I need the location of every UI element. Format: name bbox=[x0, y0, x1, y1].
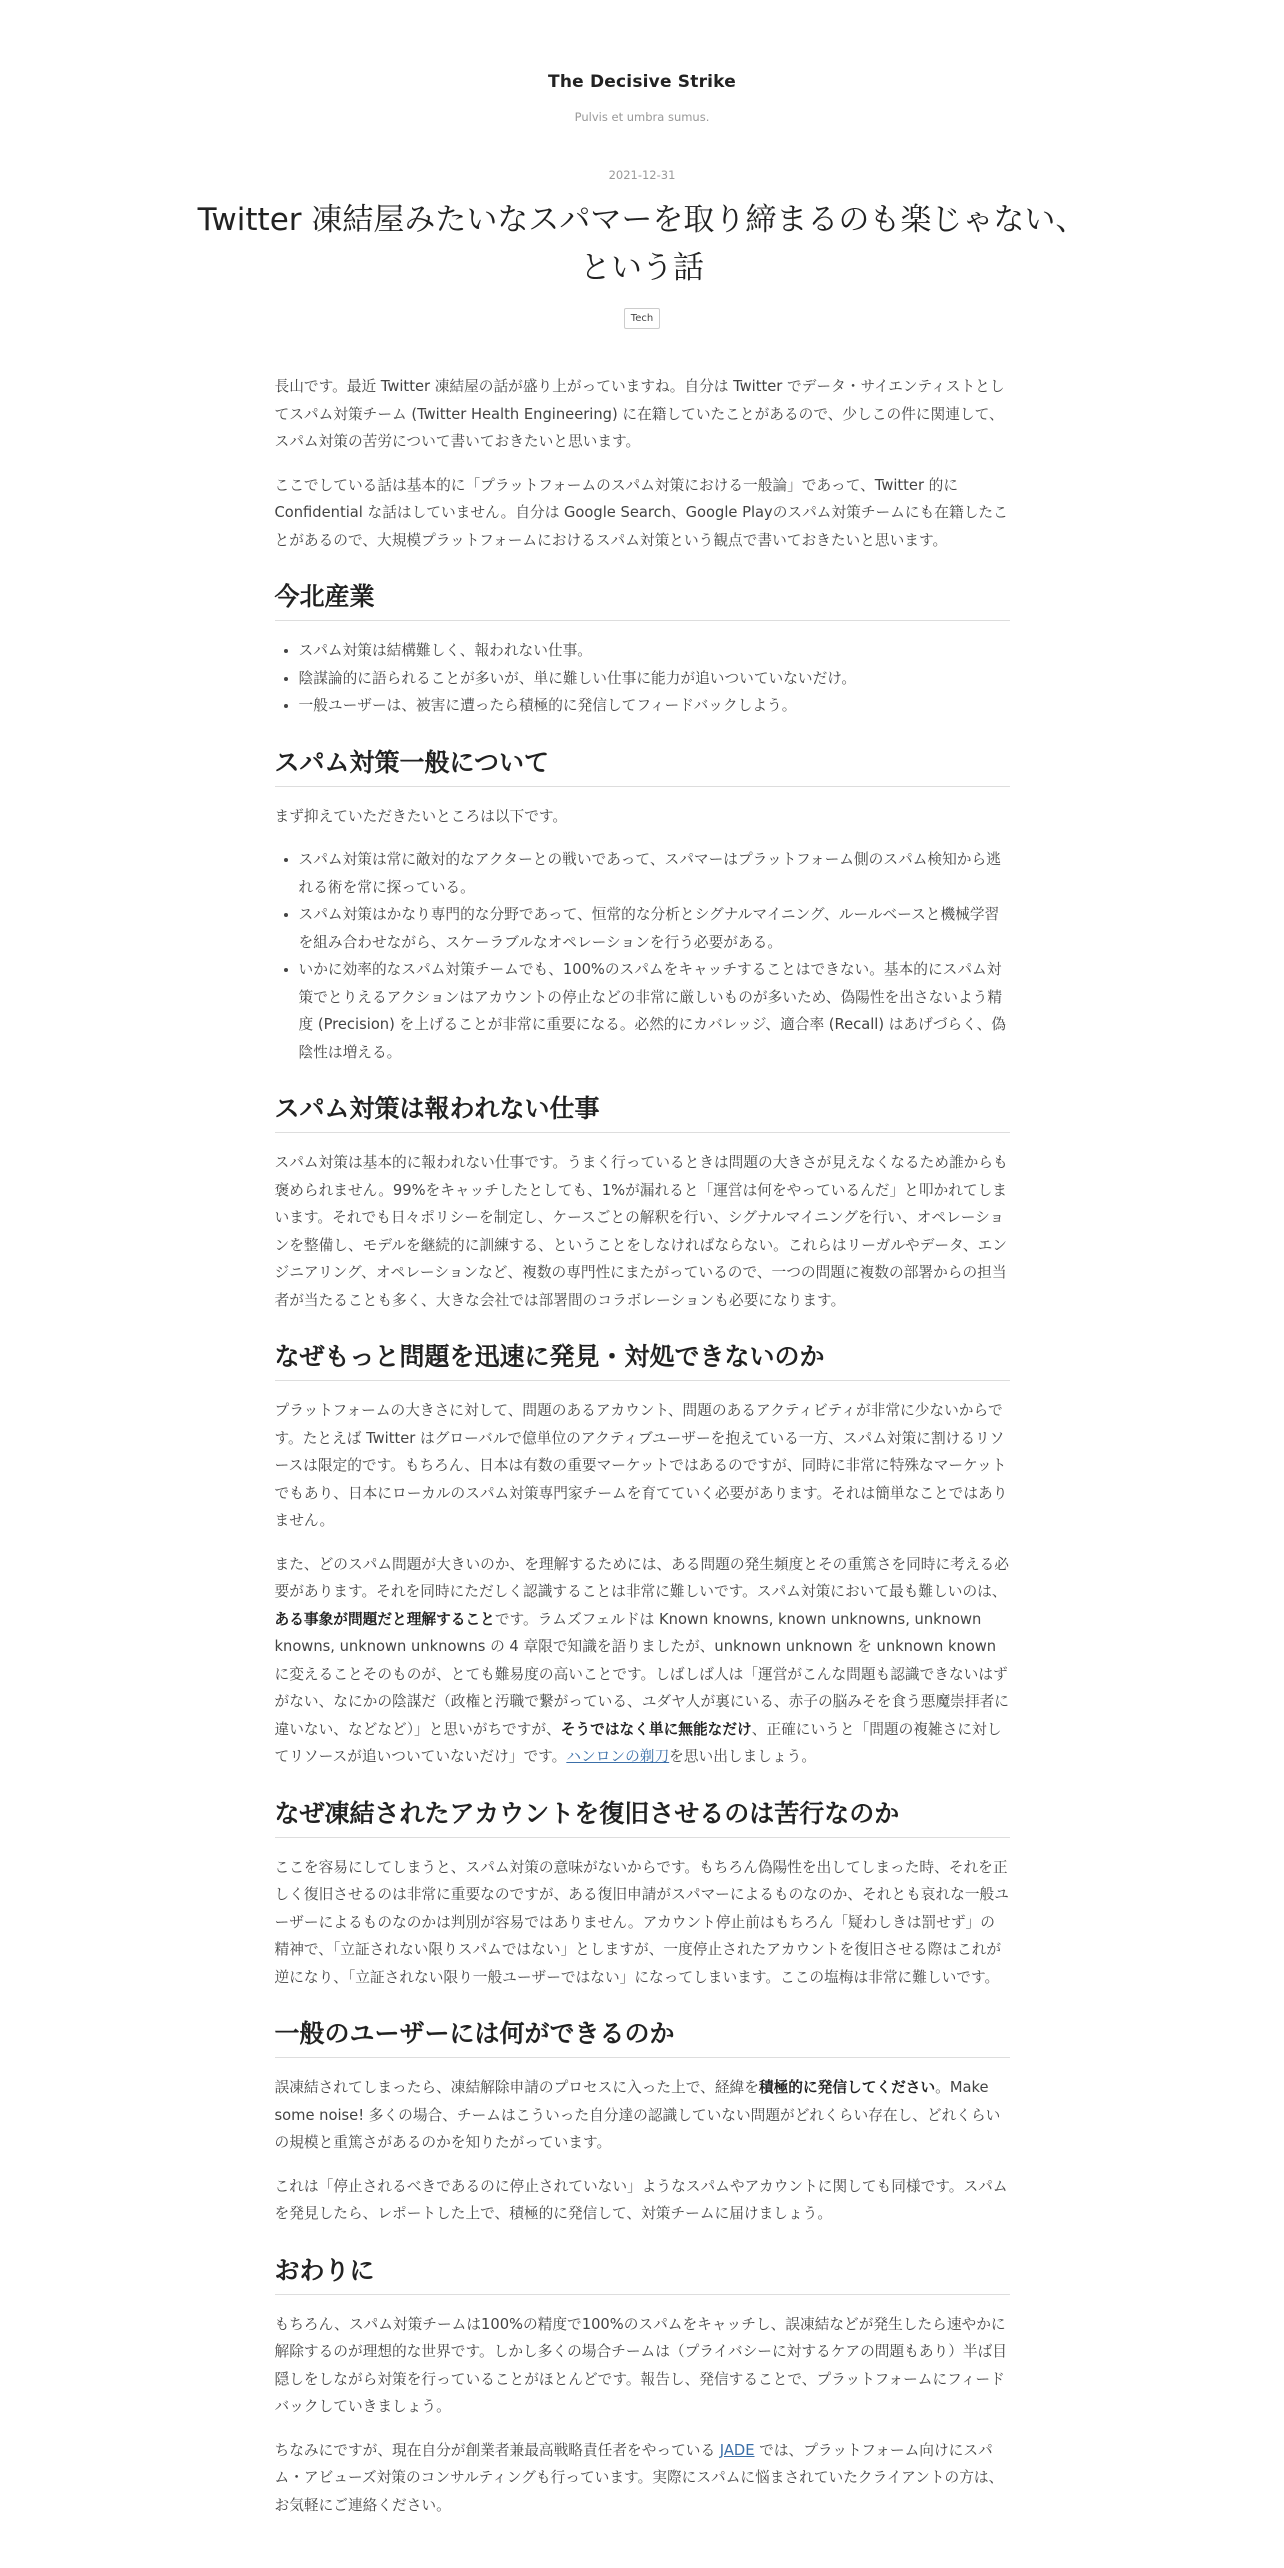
site-header bbox=[0, 0, 1284, 124]
site-title[interactable]: The Decisive Strike bbox=[548, 72, 736, 92]
list-item: • スパム対策は常に敵対的なアクターとの戦いであって、スパマーはプラットフォーム側のスパム検知から逃れる術を常に探っている。 bbox=[299, 846, 1010, 901]
list-item: • 陰謀論的に語られることが多いが、単に難しい仕事に能力が追いついていないだけ。 bbox=[299, 665, 1010, 693]
section-heading: 今北産業 bbox=[275, 580, 1010, 621]
paragraph: まず抑えていただきたいところは以下です。 bbox=[274, 807, 568, 825]
bullet-list bbox=[275, 637, 1010, 720]
site-subtitle: Pulvis et umbra sumus. bbox=[574, 110, 710, 124]
post-header bbox=[0, 168, 1284, 329]
emphasis: 積極的に発信してください bbox=[758, 2079, 936, 2096]
paragraph: もちろん、スパム対策チームは100%の精度で100%のスパムをキャッチし、誤凍結などが発生したら速やかに解除するのが理想的な世界です。しかし多くの場合チームは（プライバシーに対するケアの問題もあり）半ば目隠しをしながら対策を行っていることがほとんどです。報告し、発信することで、プラットフォームにフィードバックしていきましょう。 bbox=[274, 2315, 1007, 2415]
text: 。Make some noise! 多くの場合、チームはこういった自分達の認識していない問題がどれくらい存在し、どれくらいの規模と重篤さがあるのかを知りたがっています。 bbox=[274, 2079, 1001, 2151]
list-item: • いかに効率的なスパム対策チームでも、100%のスパムをキャッチすることはできない。基本的にスパム対策でとりえるアクションはアカウントの停止などの非常に厳しいものが多いため、偽陽性を出さないよう精度 (Precision) を上げることが非常に重要になる。必然的にカバレッジ、適合率 (Recall) はあげづらく、偽陰性は増える。 bbox=[299, 956, 1010, 1066]
paragraph bbox=[275, 2437, 1010, 2520]
paragraph bbox=[275, 1551, 1010, 1771]
emphasis: ある事象が問題だと理解すること bbox=[274, 1610, 495, 1628]
jade-link[interactable]: JADE bbox=[719, 2441, 755, 2459]
section-heading: なぜ凍結されたアカウントを復旧させるのは苦行なのか bbox=[275, 1797, 1010, 1838]
list-item: • スパム対策はかなり専門的な分野であって、恒常的な分析とシグナルマイニング、ルールベースと機械学習を組み合わせながら、スケーラブルなオペレーションを行う必要がある。 bbox=[299, 901, 1010, 956]
text: では、プラットフォーム向けにスパム・アビューズ対策のコンサルティングも行っています。実際にスパムに悩まされていたクライアントの方は、お気軽にご連絡ください。 bbox=[274, 2441, 1004, 2514]
paragraph bbox=[275, 2074, 1010, 2157]
list-item: • スパム対策は結構難しく、報われない仕事。 bbox=[299, 637, 1010, 665]
section-heading: 一般のユーザーには何ができるのか bbox=[275, 2017, 1010, 2058]
list-item: • 一般ユーザーは、被害に遭ったら積極的に発信してフィードバックしよう。 bbox=[299, 692, 1010, 720]
post-title: Twitter 凍結屋みたいなスパマーを取り締まるのも楽じゃない、という話 bbox=[197, 202, 1087, 286]
text: を思い出しましょう。 bbox=[669, 1748, 817, 1765]
paragraph: プラットフォームの大きさに対して、問題のあるアカウント、問題のあるアクティビティが非常に少ないからです。たとえば Twitter はグローバルで億単位のアクティブユーザーを抱えている一方、スパム対策に割けるリソースは限定的です。もちろん、日本は有数の重要マーケットではあるのですが、同時に非常に特殊なマーケットでもあり、日本にローカルのスパム対策専門家チームを育てていく必要があります。それは簡単なことではありません。 bbox=[274, 1402, 1008, 1529]
emphasis: そうではなく単に無能なだけ bbox=[560, 1720, 752, 1738]
tag-badge[interactable]: Tech bbox=[624, 308, 660, 329]
post-date: 2021-12-31 bbox=[608, 168, 676, 182]
text: また、どのスパム問題が大きいのか、を理解するためには、ある問題の発生頻度とその重篤さを同時に考える必要があります。それを同時にただしく認識することは非常に難しいです。スパム対策において最も難しいのは、 bbox=[274, 1555, 1009, 1600]
section-heading: スパム対策一般について bbox=[275, 746, 1010, 787]
section-heading: なぜもっと問題を迅速に発見・対処できないのか bbox=[275, 1340, 1010, 1381]
section-heading: スパム対策は報われない仕事 bbox=[275, 1092, 1010, 1133]
text: 誤凍結されてしまったら、凍結解除申請のプロセスに入った上で、経緯を bbox=[274, 2079, 759, 2096]
paragraph: 長山です。最近 Twitter 凍結屋の話が盛り上がっていますね。自分は Twitter でデータ・サイエンティストとしてスパム対策チーム (Twitter Health Engineering) に在籍していたことがあるので、少しこの件に関連して、スパム対策の苦労について書いておきたいと思います。 bbox=[274, 378, 1005, 450]
text: ちなみにですが、現在自分が創業者兼最高戦略責任者をやっている bbox=[274, 2441, 720, 2459]
text: です。ラムズフェルドは Known knowns, known unknowns, unknown knowns, unknown unknowns の 4 章限で知識を語りましたが、unknown unknown を unknown known に変えることそのものが、とても難易度の高いことです。しばしば人は「運営がこんな問題も認識できないはずがない、なにかの陰謀だ（政権と汚職で繋がっている、ユダヤ人が裏にいる、赤子の脳みそを食う悪魔崇拝者に違いない、などなど）」と思いがちですが、 bbox=[274, 1610, 1009, 1738]
paragraph: スパム対策は基本的に報われない仕事です。うまく行っているときは問題の大きさが見えなくなるため誰からも褒められません。99%をキャッチしたとしても、1%が漏れると「運営は何をやっているんだ」と叩かれてしまいます。それでも日々ポリシーを制定し、ケースごとの解釈を行い、シグナルマイニングを行い、オペレーションを整備し、モデルを継続的に訓練する、ということをしなければならない。これらはリーガルやデータ、エンジニアリング、オペレーションなど、複数の専門性にまたがっているので、一つの問題に複数の部署からの担当者が当たることも多く、大きな会社では部署間のコラボレーションも必要になります。 bbox=[274, 1154, 1008, 1309]
text: 、正確にいうと「問題の複雑さに対してリソースが追いついていないだけ」です。 bbox=[274, 1720, 1002, 1765]
paragraph: ここでしている話は基本的に「プラットフォームのスパム対策における一般論」であって、Twitter 的に Confidential な話はしていません。自分は Google Search、Google Playのスパム対策チームにも在籍したことがあるので、大規模プラットフォームにおけるスパム対策という観点で書いておきたいと思います。 bbox=[274, 476, 1008, 549]
post-content bbox=[275, 373, 1010, 2519]
bullet-list bbox=[275, 846, 1010, 1066]
section-heading: おわりに bbox=[275, 2254, 1010, 2295]
hanlon-razor-link[interactable]: ハンロンの剃刀 bbox=[566, 1748, 670, 1765]
paragraph: これは「停止されるべきであるのに停止されていない」ようなスパムやアカウントに関しても同様です。スパムを発見したら、レポートした上で、積極的に発信して、対策チームに届けましょう。 bbox=[274, 2177, 1008, 2222]
paragraph: ここを容易にしてしまうと、スパム対策の意味がないからです。もちろん偽陽性を出してしまった時、それを正しく復旧させるのは非常に重要なのですが、ある復旧申請がスパマーによるものなのか、それとも哀れな一般ユーザーによるものなのかは判別が容易ではありません。アカウント停止前はもちろん「疑わしきは罰せず」の精神で、「立証されない限りスパムではない」としますが、一度停止されたアカウントを復旧させる際はこれが逆になり、「立証されない限り一般ユーザーではない」になってしまいます。ここの塩梅は非常に難しいです。 bbox=[274, 1858, 1009, 1986]
